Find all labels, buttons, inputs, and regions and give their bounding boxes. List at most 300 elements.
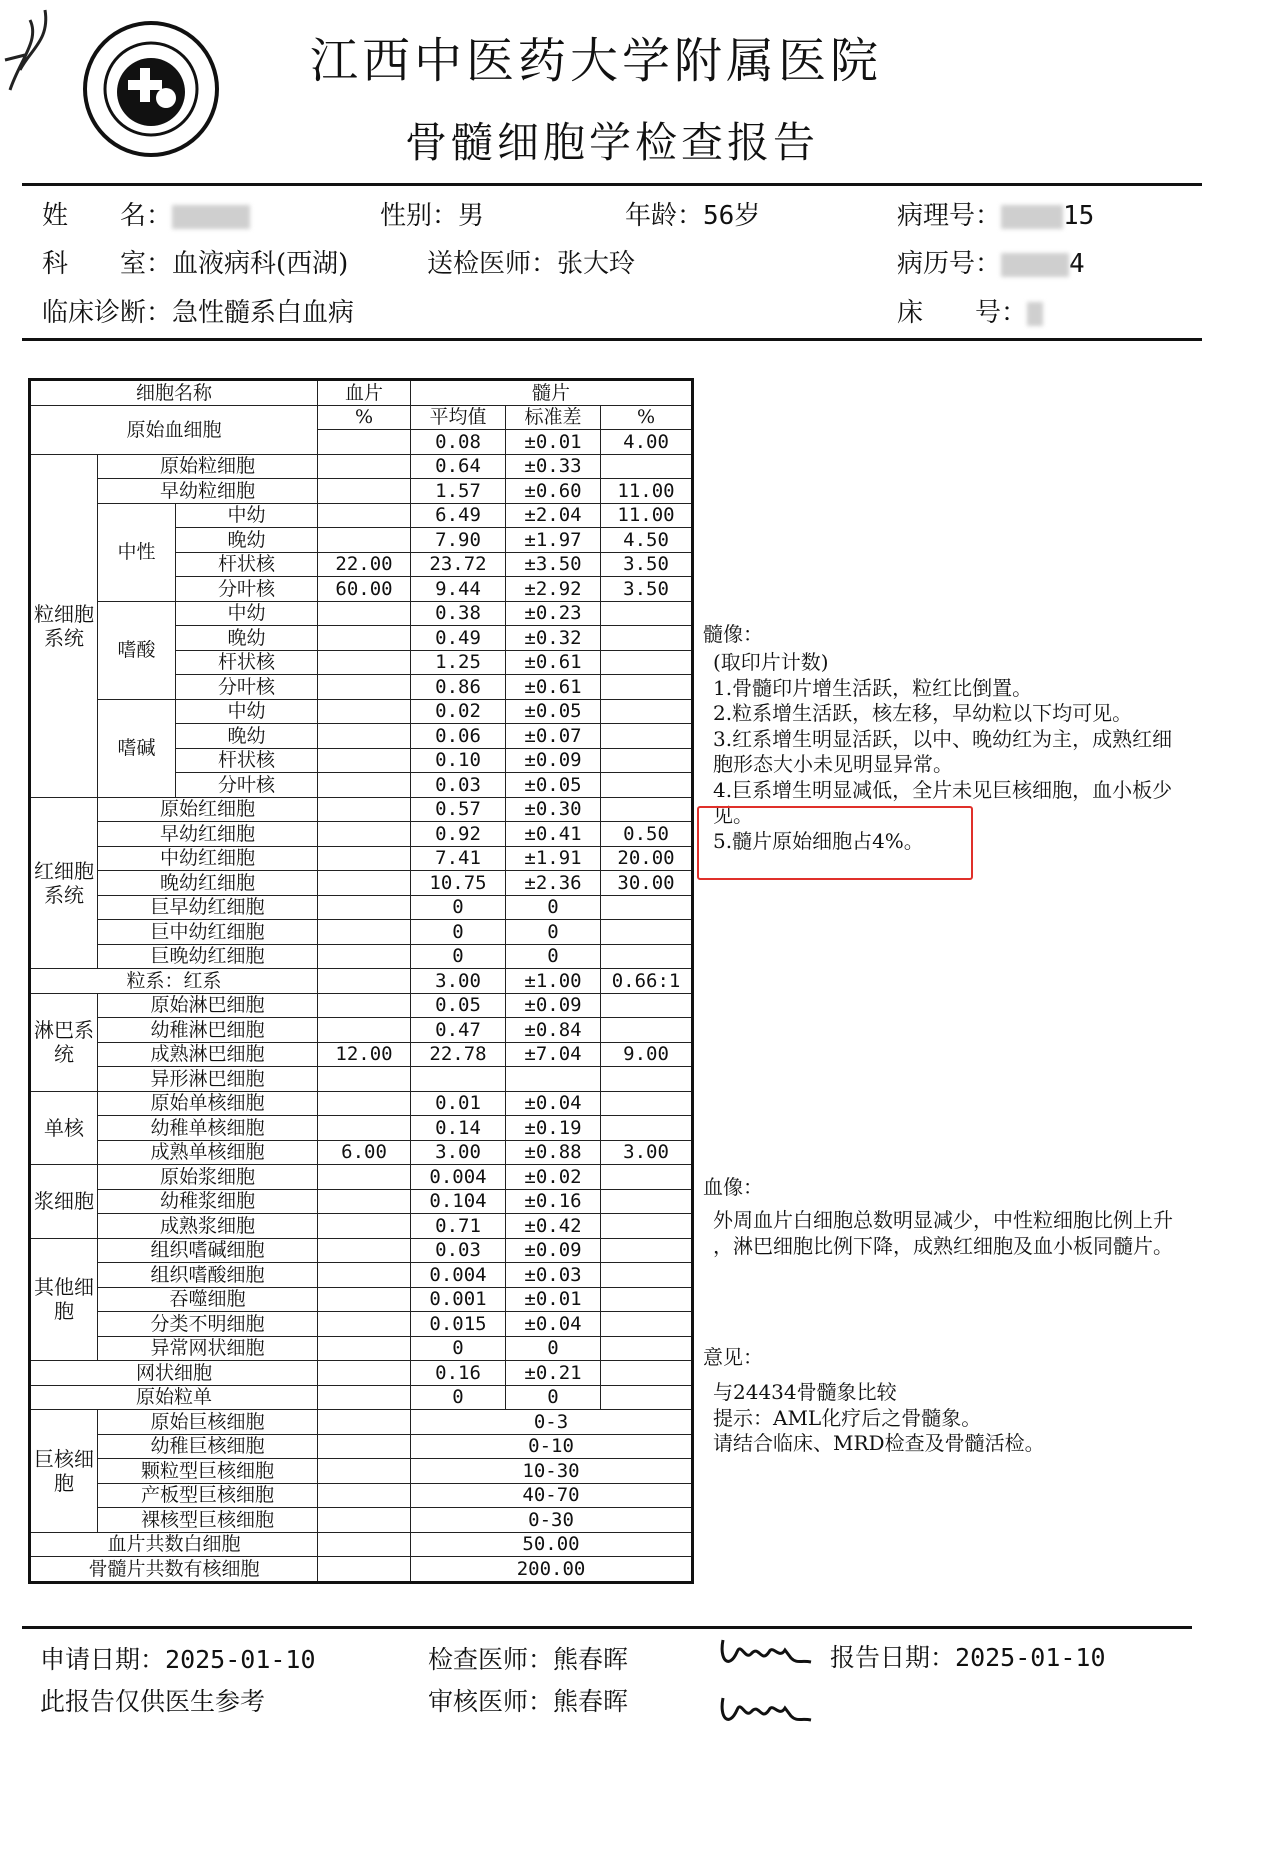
blood-pct-cell xyxy=(318,650,411,675)
marrow-pct-cell xyxy=(601,454,693,479)
marrow-mean-cell: 7.41 xyxy=(411,846,506,871)
marrow-pct-cell xyxy=(601,724,693,749)
group-other: 其他细胞 xyxy=(30,1238,98,1361)
col-header-sd: 标准差 xyxy=(506,405,601,430)
marrow-sd-cell: ±0.19 xyxy=(506,1116,601,1141)
hospital-logo xyxy=(80,18,222,160)
marrow-pct-cell: 11.00 xyxy=(601,479,693,504)
table-row xyxy=(30,1508,693,1533)
marrow-mean-cell: 0.38 xyxy=(411,601,506,626)
report-date-value: 2025-01-10 xyxy=(955,1643,1106,1672)
marrow-mean-cell: 0.16 xyxy=(411,1361,506,1386)
blood-pct-cell xyxy=(318,1336,411,1361)
marrow-sd-cell: ±0.88 xyxy=(506,1140,601,1165)
blood-pct-cell xyxy=(318,1312,411,1337)
marrow-mean-cell: 23.72 xyxy=(411,552,506,577)
blood-pct-cell xyxy=(318,1091,411,1116)
marrow-mean-cell: 0.14 xyxy=(411,1116,506,1141)
table-cell xyxy=(318,1508,411,1533)
marrow-mean-cell: 0.004 xyxy=(411,1165,506,1190)
row-label-blast-cells: 原始血细胞 xyxy=(30,405,318,454)
marrow-pct-cell xyxy=(601,601,693,626)
blood-pct-cell xyxy=(318,1067,411,1092)
marrow-mean-cell: 0.08 xyxy=(411,430,506,455)
marrow-pct-cell xyxy=(601,1189,693,1214)
finding-line: 胞形态大小未见明显异常。 xyxy=(713,752,953,776)
range-cell: 10-30 xyxy=(411,1459,693,1484)
marrow-sd-cell: ±0.02 xyxy=(506,1165,601,1190)
apply-date-value: 2025-01-10 xyxy=(165,1645,316,1674)
marrow-pct-cell xyxy=(601,944,693,969)
group-granulocyte: 粒细胞系统 xyxy=(30,454,98,797)
group-monocyte: 单核 xyxy=(30,1091,98,1165)
table-cell xyxy=(318,1434,411,1459)
bed-redacted xyxy=(1027,302,1043,326)
table-row xyxy=(30,1165,693,1190)
pathology-no-field xyxy=(897,195,1094,232)
blood-pct-cell xyxy=(318,1214,411,1239)
table-row xyxy=(30,969,693,994)
pathology-no-label: 病理号： xyxy=(897,201,1002,231)
cell-name: 杆状核 xyxy=(176,552,318,577)
table-row xyxy=(30,822,693,847)
cell-name: 组织嗜碱细胞 xyxy=(98,1238,318,1263)
gender-field xyxy=(380,195,484,232)
cell-name: 杆状核 xyxy=(176,650,318,675)
marrow-pct-cell xyxy=(601,1385,693,1410)
table-row xyxy=(30,1067,693,1092)
cell-name: 中幼红细胞 xyxy=(98,846,318,871)
review-doctor-value: 熊春晖 xyxy=(553,1687,629,1716)
marrow-pct-cell xyxy=(601,1116,693,1141)
blood-pct-cell xyxy=(318,1189,411,1214)
marrow-sd-cell: ±0.07 xyxy=(506,724,601,749)
marrow-mean-cell: 7.90 xyxy=(411,528,506,553)
marrow-pct-cell xyxy=(601,1287,693,1312)
header-divider-top xyxy=(22,183,1202,186)
review-doctor-signature xyxy=(715,1688,815,1734)
marrow-sd-cell: ±0.60 xyxy=(506,479,601,504)
marrow-mean-cell: 0.71 xyxy=(411,1214,506,1239)
blood-pct-cell xyxy=(318,454,411,479)
total-label: 血片共数白细胞 xyxy=(30,1532,318,1557)
marrow-mean-cell: 0.02 xyxy=(411,699,506,724)
marrow-sd-cell: ±1.91 xyxy=(506,846,601,871)
table-row xyxy=(30,871,693,896)
finding-line: 2.粒系增生活跃，核左移，早幼粒以下均可见。 xyxy=(713,701,1133,725)
cell-name: 成熟浆细胞 xyxy=(98,1214,318,1239)
marrow-mean-cell: 10.75 xyxy=(411,871,506,896)
marrow-mean-cell: 0.03 xyxy=(411,773,506,798)
marrow-sd-cell: ±3.50 xyxy=(506,552,601,577)
marrow-pct-cell xyxy=(601,626,693,651)
table-cell xyxy=(318,1459,411,1484)
cell-name: 幼稚巨核细胞 xyxy=(98,1434,318,1459)
marrow-sd-cell: ±7.04 xyxy=(506,1042,601,1067)
marrow-mean-cell: 0.004 xyxy=(411,1263,506,1288)
marrow-sd-cell: 0 xyxy=(506,1336,601,1361)
cell-name: 网状细胞 xyxy=(30,1361,318,1386)
blood-pct-cell xyxy=(318,895,411,920)
diagnosis-value: 急性髓系白血病 xyxy=(172,298,355,328)
marrow-pct-cell: 11.00 xyxy=(601,503,693,528)
review-doctor-field xyxy=(428,1682,628,1718)
report-title: 骨髓细胞学检查报告 xyxy=(405,118,820,167)
table-header-row xyxy=(30,380,693,406)
age-field xyxy=(625,195,760,232)
marrow-sd-cell: ±0.04 xyxy=(506,1312,601,1337)
col-header-marrow: 髓片 xyxy=(411,380,693,406)
marrow-mean-cell xyxy=(411,1067,506,1092)
marrow-sd-cell: ±0.03 xyxy=(506,1263,601,1288)
blood-pct-cell xyxy=(318,528,411,553)
marrow-mean-cell: 0.001 xyxy=(411,1287,506,1312)
marrow-pct-cell xyxy=(601,895,693,920)
cell-name: 早幼红细胞 xyxy=(98,822,318,847)
blood-pct-cell xyxy=(318,969,411,994)
header-divider-bottom xyxy=(22,338,1202,341)
marrow-sd-cell: ±0.23 xyxy=(506,601,601,626)
table-row xyxy=(30,1238,693,1263)
age-value: 56岁 xyxy=(703,201,761,231)
table-row xyxy=(30,1557,693,1583)
total-value: 50.00 xyxy=(411,1532,693,1557)
record-no-redacted xyxy=(1001,253,1069,277)
range-cell: 0-30 xyxy=(411,1508,693,1533)
cell-name: 原始红细胞 xyxy=(98,797,318,822)
marrow-mean-cell: 0.49 xyxy=(411,626,506,651)
col-header-mean: 平均值 xyxy=(411,405,506,430)
marrow-sd-cell: 0 xyxy=(506,1385,601,1410)
finding-line: 5.髓片原始细胞占4%。 xyxy=(713,828,924,853)
table-row xyxy=(30,797,693,822)
table-row xyxy=(30,1361,693,1386)
report-date-field xyxy=(830,1638,1106,1674)
subgroup-neutrophil: 中性 xyxy=(98,503,176,601)
marrow-mean-cell: 22.78 xyxy=(411,1042,506,1067)
marrow-mean-cell: 0.47 xyxy=(411,1018,506,1043)
marrow-pct-cell xyxy=(601,1091,693,1116)
cell-name: 颗粒型巨核细胞 xyxy=(98,1459,318,1484)
marrow-mean-cell: 0.57 xyxy=(411,797,506,822)
cell-name: 原始单核细胞 xyxy=(98,1091,318,1116)
table-row xyxy=(30,479,693,504)
blood-pct-cell xyxy=(318,944,411,969)
table-row xyxy=(30,1434,693,1459)
apply-date-label: 申请日期： xyxy=(40,1645,166,1674)
cell-name: 中幼 xyxy=(176,699,318,724)
total-value: 200.00 xyxy=(411,1557,693,1583)
cell-name: 异常网状细胞 xyxy=(98,1336,318,1361)
blood-pct-cell: 6.00 xyxy=(318,1140,411,1165)
finding-line: 请结合临床、MRD检查及骨髓活检。 xyxy=(713,1431,1045,1455)
blood-pct-cell xyxy=(318,797,411,822)
finding-line: 提示：AML化疗后之骨髓象。 xyxy=(713,1405,982,1430)
marrow-sd-cell: ±0.09 xyxy=(506,748,601,773)
record-no-field xyxy=(897,243,1085,280)
marrow-mean-cell: 0.10 xyxy=(411,748,506,773)
cell-name: 晚幼 xyxy=(176,528,318,553)
marrow-sd-cell: ±1.00 xyxy=(506,969,601,994)
table-row xyxy=(30,405,693,430)
marrow-mean-cell: 0.92 xyxy=(411,822,506,847)
marrow-mean-cell: 0.86 xyxy=(411,675,506,700)
marrow-pct-cell: 0.66:1 xyxy=(601,969,693,994)
marrow-mean-cell: 0 xyxy=(411,944,506,969)
marrow-pct-cell: 30.00 xyxy=(601,871,693,896)
table-row xyxy=(30,454,693,479)
subgroup-eosinophil: 嗜酸 xyxy=(98,601,176,699)
marrow-pct-cell: 3.00 xyxy=(601,1140,693,1165)
col-header-blood: 血片 xyxy=(318,380,411,406)
blood-findings-title: 血像： xyxy=(703,1175,763,1199)
marrow-sd-cell: 0 xyxy=(506,944,601,969)
range-cell: 0-10 xyxy=(411,1434,693,1459)
cell-name: 组织嗜酸细胞 xyxy=(98,1263,318,1288)
marrow-mean-cell: 6.49 xyxy=(411,503,506,528)
table-cell xyxy=(318,1483,411,1508)
table-row xyxy=(30,944,693,969)
gender-value: 男 xyxy=(458,201,485,231)
cell-name: 吞噬细胞 xyxy=(98,1287,318,1312)
blood-pct-cell xyxy=(318,1361,411,1386)
finding-line: ，淋巴细胞比例下降，成熟红细胞及血小板同髓片。 xyxy=(713,1233,1173,1258)
marrow-pct-cell xyxy=(601,993,693,1018)
cell-name: 杆状核 xyxy=(176,748,318,773)
blood-pct-cell: 22.00 xyxy=(318,552,411,577)
table-row xyxy=(30,699,693,724)
table-row xyxy=(30,1312,693,1337)
marrow-sd-cell: ±0.32 xyxy=(506,626,601,651)
marrow-pct-cell xyxy=(601,1165,693,1190)
cell-name: 成熟单核细胞 xyxy=(98,1140,318,1165)
marrow-pct-cell xyxy=(601,699,693,724)
blood-pct-cell xyxy=(318,1238,411,1263)
finding-line: 与24434骨髓象比较 xyxy=(713,1380,897,1404)
marrow-sd-cell: ±0.16 xyxy=(506,1189,601,1214)
cell-name: 晚幼 xyxy=(176,626,318,651)
record-no-label: 病历号： xyxy=(897,249,1002,279)
record-no-tail: 4 xyxy=(1069,249,1085,279)
bed-label: 床 号： xyxy=(897,298,1028,328)
blood-pct-cell xyxy=(318,1263,411,1288)
marrow-mean-cell: 1.57 xyxy=(411,479,506,504)
finding-line: 外周血片白细胞总数明显减少，中性粒细胞比例上升 xyxy=(713,1208,1173,1232)
cell-name: 中幼 xyxy=(176,503,318,528)
marrow-pct-cell: 9.00 xyxy=(601,1042,693,1067)
blood-pct-cell xyxy=(318,1165,411,1190)
blood-pct-cell xyxy=(318,1287,411,1312)
marrow-mean-cell: 0.05 xyxy=(411,993,506,1018)
table-row xyxy=(30,1532,693,1557)
marrow-pct-cell xyxy=(601,1214,693,1239)
blood-pct-cell: 12.00 xyxy=(318,1042,411,1067)
marrow-sd-cell: ±0.01 xyxy=(506,430,601,455)
col-header-marrow-pct: % xyxy=(601,405,693,430)
blood-findings xyxy=(713,1208,1173,1259)
exam-doctor-label: 检查医师： xyxy=(428,1645,554,1674)
marrow-pct-cell xyxy=(601,797,693,822)
marrow-pct-cell: 4.50 xyxy=(601,528,693,553)
table-row xyxy=(30,1287,693,1312)
marrow-mean-cell: 0.01 xyxy=(411,1091,506,1116)
table-cell xyxy=(318,1557,411,1583)
exam-doctor-signature xyxy=(715,1630,815,1676)
marrow-mean-cell: 9.44 xyxy=(411,577,506,602)
group-megakaryocyte: 巨核细胞 xyxy=(30,1410,98,1533)
table-row xyxy=(30,1140,693,1165)
finding-line: 3.红系增生明显活跃，以中、晚幼红为主，成熟红细 xyxy=(713,726,1173,751)
review-doctor-label: 审核医师： xyxy=(428,1687,554,1716)
cell-count-table xyxy=(28,378,694,1584)
table-row xyxy=(30,1459,693,1484)
table-row xyxy=(30,1336,693,1361)
marrow-sd-cell: 0 xyxy=(506,920,601,945)
diagnosis-label: 临床诊断： xyxy=(42,298,173,328)
pathology-no-tail: 15 xyxy=(1063,201,1095,231)
blood-pct-cell xyxy=(318,846,411,871)
marrow-pct-cell: 20.00 xyxy=(601,846,693,871)
range-cell: 0-3 xyxy=(411,1410,693,1435)
marrow-sd-cell: ±0.61 xyxy=(506,675,601,700)
marrow-mean-cell: 0.104 xyxy=(411,1189,506,1214)
table-row xyxy=(30,1018,693,1043)
table-row xyxy=(30,1410,693,1435)
cell-name: 原始淋巴细胞 xyxy=(98,993,318,1018)
finding-line: 4.巨系增生明显减低，全片未见巨核细胞，血小板少 xyxy=(713,777,1173,802)
cell-name: 原始浆细胞 xyxy=(98,1165,318,1190)
table-row xyxy=(30,1042,693,1067)
cell-name: 巨中幼红细胞 xyxy=(98,920,318,945)
table-row xyxy=(30,1263,693,1288)
marrow-sd-cell: ±0.33 xyxy=(506,454,601,479)
marrow-mean-cell: 0.06 xyxy=(411,724,506,749)
marrow-sd-cell: ±0.05 xyxy=(506,773,601,798)
table-row xyxy=(30,601,693,626)
table-row xyxy=(30,503,693,528)
marrow-sd-cell: ±0.61 xyxy=(506,650,601,675)
cell-name: 中幼 xyxy=(176,601,318,626)
marrow-pct-cell xyxy=(601,1336,693,1361)
blood-pct-cell xyxy=(318,479,411,504)
blood-pct-cell xyxy=(318,724,411,749)
cell-name: 幼稚淋巴细胞 xyxy=(98,1018,318,1043)
marrow-pct-cell xyxy=(601,1067,693,1092)
col-header-cell-name: 细胞名称 xyxy=(30,380,318,406)
blood-pct-cell: 60.00 xyxy=(318,577,411,602)
marrow-pct-cell: 4.00 xyxy=(601,430,693,455)
blood-pct-cell xyxy=(318,871,411,896)
group-erythroid: 红细胞系统 xyxy=(30,797,98,969)
pen-scribble-mark xyxy=(0,0,70,110)
marrow-sd-cell: ±2.04 xyxy=(506,503,601,528)
marrow-sd-cell: ±0.30 xyxy=(506,797,601,822)
finding-line: (取印片计数) xyxy=(713,650,829,674)
table-row xyxy=(30,846,693,871)
marrow-mean-cell: 0.64 xyxy=(411,454,506,479)
marrow-sd-cell xyxy=(506,1067,601,1092)
patient-name-row xyxy=(42,195,250,232)
opinion-title: 意见： xyxy=(703,1345,763,1369)
table-row xyxy=(30,993,693,1018)
marrow-mean-cell: 0 xyxy=(411,1336,506,1361)
total-label: 骨髓片共数有核细胞 xyxy=(30,1557,318,1583)
diagnosis-field xyxy=(42,292,354,329)
marrow-pct-cell: 3.50 xyxy=(601,552,693,577)
cell-name: 产板型巨核细胞 xyxy=(98,1483,318,1508)
marrow-sd-cell: ±0.01 xyxy=(506,1287,601,1312)
cell-name: 成熟淋巴细胞 xyxy=(98,1042,318,1067)
table-row xyxy=(30,920,693,945)
table-row xyxy=(30,1214,693,1239)
cell-name: 裸核型巨核细胞 xyxy=(98,1508,318,1533)
blood-pct-cell xyxy=(318,822,411,847)
marrow-mean-cell: 0.015 xyxy=(411,1312,506,1337)
report-date-label: 报告日期： xyxy=(830,1643,956,1672)
opinion-findings xyxy=(713,1380,1045,1457)
name-redacted xyxy=(172,205,250,229)
cell-name: 原始巨核细胞 xyxy=(98,1410,318,1435)
marrow-mean-cell: 3.00 xyxy=(411,1140,506,1165)
marrow-mean-cell: 0 xyxy=(411,1385,506,1410)
doctor-label: 送检医师： xyxy=(427,249,558,279)
cell-name: 巨晚幼红细胞 xyxy=(98,944,318,969)
gender-label: 性别： xyxy=(380,201,459,231)
cell-name: 分叶核 xyxy=(176,675,318,700)
cell-name: 早幼粒细胞 xyxy=(98,479,318,504)
marrow-sd-cell: ±2.36 xyxy=(506,871,601,896)
marrow-sd-cell: ±0.84 xyxy=(506,1018,601,1043)
age-label: 年龄： xyxy=(625,201,704,231)
table-row xyxy=(30,1116,693,1141)
marrow-sd-cell: ±1.97 xyxy=(506,528,601,553)
group-lymphoid: 淋巴系统 xyxy=(30,993,98,1091)
blood-pct-cell xyxy=(318,675,411,700)
blood-pct-cell xyxy=(318,430,411,455)
range-cell: 40-70 xyxy=(411,1483,693,1508)
referring-doctor-field xyxy=(427,243,635,280)
blood-pct-cell xyxy=(318,748,411,773)
apply-date-field xyxy=(40,1640,316,1676)
marrow-findings-title: 髓像： xyxy=(703,622,763,646)
highlight-box xyxy=(697,806,973,880)
table-row xyxy=(30,1091,693,1116)
cell-name: 分叶核 xyxy=(176,773,318,798)
marrow-pct-cell xyxy=(601,920,693,945)
dept-label: 科 室： xyxy=(42,249,173,279)
cell-name: 晚幼 xyxy=(176,724,318,749)
subgroup-basophil: 嗜碱 xyxy=(98,699,176,797)
footer-divider xyxy=(22,1626,1192,1629)
disclaimer-note: 此报告仅供医生参考 xyxy=(40,1687,266,1716)
marrow-sd-cell: ±2.92 xyxy=(506,577,601,602)
marrow-sd-cell: ±0.42 xyxy=(506,1214,601,1239)
marrow-pct-cell xyxy=(601,1018,693,1043)
marrow-mean-cell: 0.03 xyxy=(411,1238,506,1263)
marrow-sd-cell: ±0.41 xyxy=(506,822,601,847)
blood-pct-cell xyxy=(318,601,411,626)
exam-doctor-field xyxy=(428,1640,628,1676)
table-row xyxy=(30,895,693,920)
blood-pct-cell xyxy=(318,920,411,945)
marrow-pct-cell xyxy=(601,650,693,675)
marrow-pct-cell: 0.50 xyxy=(601,822,693,847)
col-header-blood-pct: % xyxy=(318,405,411,430)
cell-name: 原始粒单 xyxy=(30,1385,318,1410)
marrow-sd-cell: ±0.21 xyxy=(506,1361,601,1386)
hospital-name: 江西中医药大学附属医院 xyxy=(310,33,883,89)
marrow-mean-cell: 1.25 xyxy=(411,650,506,675)
